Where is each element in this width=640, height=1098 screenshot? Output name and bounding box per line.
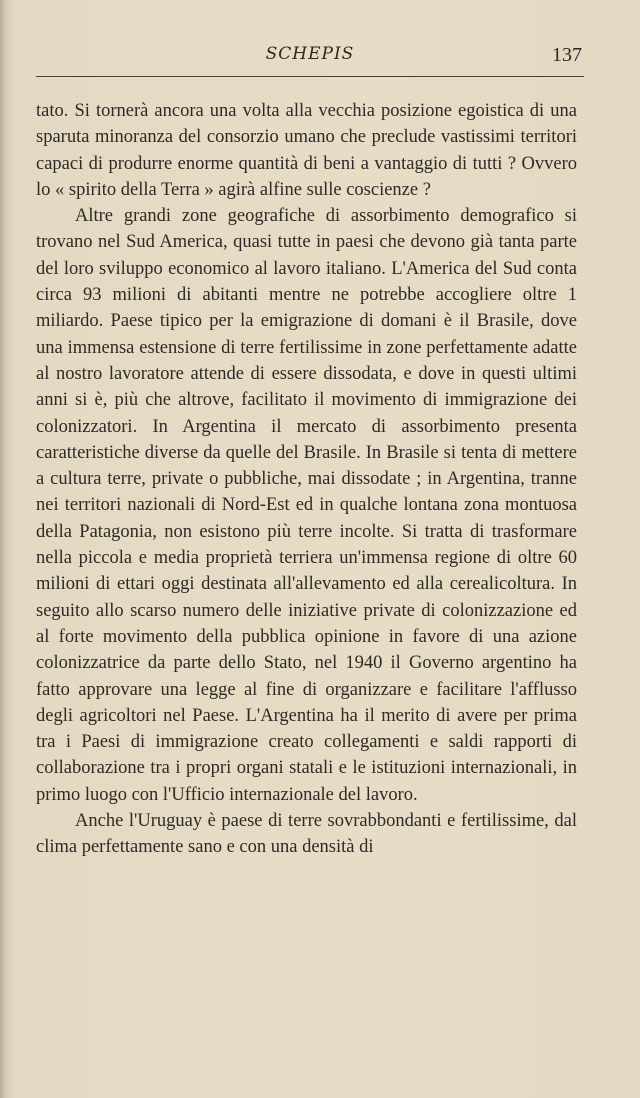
paragraph-uruguay: Anche l'Uruguay è paese di terre sovrabbondanti e fertilissime, dal clima perfettamente sano e con una densità di <box>36 811 577 858</box>
paragraph-continuation: tato. Si tornerà ancora una volta alla vecchia posizione egoistica di una sparuta minoranza del consorzio umano che preclude vastissimi territori capaci di produrre enorme quantità di beni a vantaggio di tutti ? Ovvero lo « spirito della Terra » agirà alfine sulle coscienze ? <box>36 101 577 200</box>
paragraph-south-america: Altre grandi zone geografiche di assorbimento demografico si trovano nel Sud America, quasi tutte in paesi che devono già tanta parte del loro sviluppo economico al lavoro italiano. L'America del Sud conta circa 93 milioni di abitanti mentre ne potrebbe accogliere oltre 1 miliardo. Paese tipico per la emigrazione di domani è il Brasile, dove una immensa estensione di terre fertilissime in zone perfettamente adatte al nostro lavoratore attende di essere dissodata, e dove in questi ultimi anni si è, più che altrove, facilitato il movimento di immigrazione dei colonizzatori. In Argentina il mercato di assorbimento presenta caratteristiche diverse da quelle del Brasile. In Brasile si tenta di mettere a cultura terre, private o pubbliche, mai dissodate ; in Argentina, tranne nei territori nazionali di Nord-Est ed in qualche lontana zona montuosa della Patagonia, non esistono più terre incolte. Si tratta di trasformare nella piccola e media proprietà terriera un'immensa regione di oltre 60 milioni di ettari oggi destinata all'allevamento ed alla cerealicoltura. In seguito allo scarso numero delle iniziative private di colonizzazione ed al forte movimento della pubblica opinione in favore di una azione colonizzatrice da parte dello Stato, nel 1940 il Governo argentino ha fatto approvare una legge al fine di organizzare e facilitare l'afflusso degli agricoltori nel Paese. L'Argentina ha il merito di avere per prima tra i Paesi di immigrazione creato collegamenti e saldi rapporti di collaborazione tra i propri organi statali e le istituzioni internazionali, in primo luogo con l'Ufficio internazionale del lavoro. <box>36 206 577 805</box>
page-number: 137 <box>552 44 582 66</box>
page-header <box>36 42 584 77</box>
body-text <box>36 98 577 861</box>
running-head: SCHEPIS <box>265 44 355 64</box>
